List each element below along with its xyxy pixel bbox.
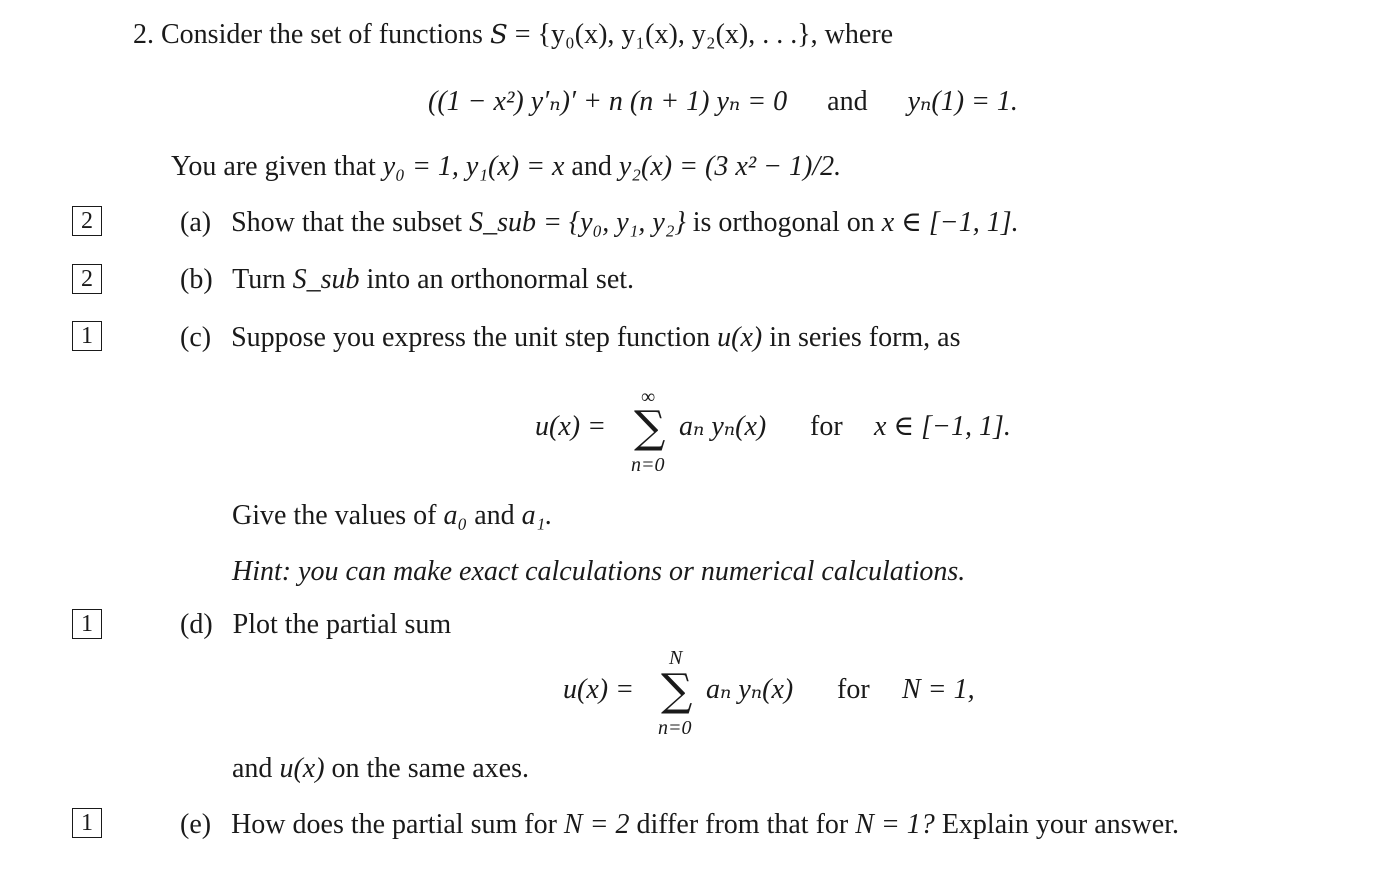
series-c-for: for <box>810 411 843 442</box>
give-text: Give the values of <box>232 500 437 531</box>
series-d-lower-limit: n=0 <box>658 717 692 739</box>
mark-box-c: 1 <box>72 321 102 351</box>
series-c-range: x ∈ [−1, 1]. <box>874 411 1011 442</box>
given-lead: You are given that <box>171 151 376 182</box>
part-b-subset: S_sub <box>292 264 360 295</box>
part-a-interval: x ∈ [−1, 1]. <box>881 207 1019 238</box>
mark-box-b: 2 <box>72 264 102 294</box>
where-word: where <box>824 19 894 50</box>
series-c-body-text: aₙ yₙ(x) <box>679 411 767 442</box>
part-c-label: (c) <box>180 322 212 353</box>
part-d-after-and: and <box>232 753 273 784</box>
set-expression: = {y₀(x), y₁(x), y₂(x), . . .}, <box>514 19 818 50</box>
ode-and-word: and <box>827 86 868 117</box>
part-d-after-ux: u(x) <box>279 753 325 784</box>
series-d-condition: N = 1, <box>902 674 975 705</box>
part-e-n1: N = 1? <box>855 809 935 840</box>
part-b-text-before: Turn <box>232 264 286 295</box>
given-statement <box>171 153 841 181</box>
problem-number: 2. <box>133 19 154 50</box>
ode-equation <box>428 88 1018 116</box>
set-symbol: S <box>489 20 508 50</box>
give-values-line <box>232 502 552 530</box>
part-e-text2: differ from that for <box>636 809 849 840</box>
problem-intro: Consider the set of functions <box>161 19 483 50</box>
summation-icon-c: ∑ <box>634 402 666 453</box>
part-d-label: (d) <box>180 609 213 640</box>
problem-statement <box>133 21 893 49</box>
series-c-upper-limit: ∞ <box>641 386 656 408</box>
part-a-subset: S_sub = {y₀, y₁, y₂} <box>469 207 686 238</box>
summation-icon-d: ∑ <box>661 665 693 716</box>
part-d-after-text: on the same axes. <box>331 753 530 784</box>
part-a <box>180 209 1019 237</box>
part-e-text3: Explain your answer. <box>941 809 1179 840</box>
series-d-upper-limit: N <box>669 647 683 669</box>
part-b <box>180 266 634 294</box>
part-d-after <box>232 755 529 783</box>
mark-box-e: 1 <box>72 808 102 838</box>
series-d-for: for <box>837 674 870 705</box>
ode-expression: ((1 − x²) y′ₙ)′ + n (n + 1) yₙ = 0 <box>428 86 788 117</box>
give-a0: a₀ <box>443 500 468 531</box>
series-d-lhs: u(x) = <box>563 674 634 705</box>
part-d-text: Plot the partial sum <box>232 609 452 640</box>
part-e-label: (e) <box>180 809 212 840</box>
hint-text: Hint: you can make exact calculations or numerical calculations. <box>232 556 966 587</box>
series-c-body <box>679 413 766 441</box>
given-expression-1: y₀ = 1, y₁(x) = x <box>382 151 565 182</box>
part-a-label: (a) <box>180 207 212 238</box>
part-c-ux: u(x) <box>717 322 763 353</box>
series-c-lower-limit: n=0 <box>631 454 665 476</box>
part-b-text-after: into an orthonormal set. <box>366 264 635 295</box>
part-a-text-before: Show that the subset <box>231 207 463 238</box>
boundary-condition: yₙ(1) = 1. <box>907 86 1018 117</box>
part-d <box>180 611 451 639</box>
part-c-text-before: Suppose you express the unit step function <box>231 322 711 353</box>
series-c-lhs: u(x) = <box>535 411 606 442</box>
part-c-text-after: in series form, as <box>769 322 961 353</box>
part-b-label: (b) <box>180 264 213 295</box>
part-e <box>180 811 1179 839</box>
mark-box-d: 1 <box>72 609 102 639</box>
given-expression-2: y₂(x) = (3 x² − 1)/2. <box>618 151 842 182</box>
part-e-n2: N = 2 <box>563 809 630 840</box>
part-e-text: How does the partial sum for <box>231 809 557 840</box>
give-a1: a₁. <box>521 500 553 531</box>
given-and-word: and <box>571 151 612 182</box>
mark-box-a: 2 <box>72 206 102 236</box>
series-d-body: aₙ yₙ(x) <box>706 674 794 705</box>
part-a-text-after: is orthogonal on <box>692 207 875 238</box>
give-and: and <box>474 500 515 531</box>
part-c <box>180 324 961 352</box>
